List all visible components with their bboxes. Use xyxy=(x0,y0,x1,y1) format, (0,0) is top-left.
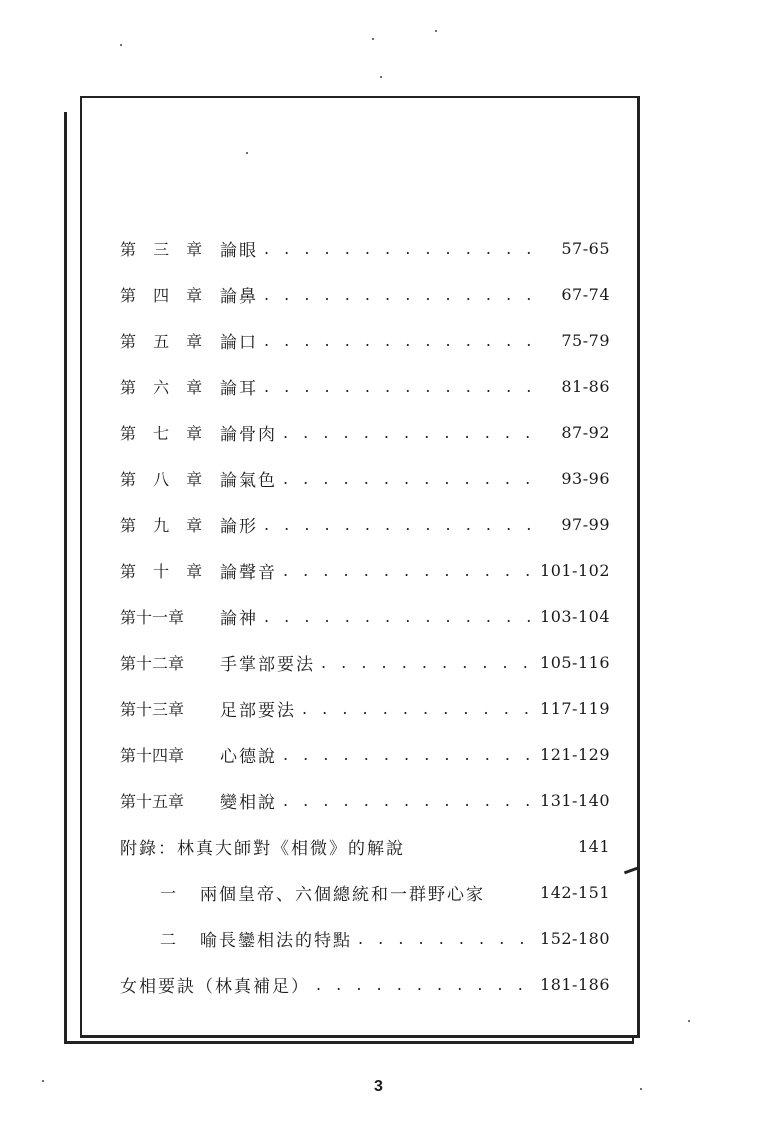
scan-speck xyxy=(42,1080,44,1082)
page-range: 101-102 xyxy=(540,560,610,580)
page-range: 97-99 xyxy=(561,514,610,534)
chapter-title: 論氣色 xyxy=(220,470,277,491)
toc-subitem-row[interactable] xyxy=(120,915,610,961)
toc-row[interactable] xyxy=(120,317,610,363)
page-range: 152-180 xyxy=(540,928,610,948)
page-range: 105-116 xyxy=(540,652,610,672)
chapter-label: 第 九 章 xyxy=(120,515,209,535)
dot-leader xyxy=(264,331,530,350)
scan-speck xyxy=(372,38,374,40)
page-range: 103-104 xyxy=(540,606,610,626)
toc-row[interactable] xyxy=(120,961,610,1007)
page-range: 67-74 xyxy=(561,284,610,304)
toc-row[interactable] xyxy=(120,731,610,777)
toc-row[interactable] xyxy=(120,455,610,501)
chapter-label: 第十二章 xyxy=(120,653,185,673)
dot-leader xyxy=(302,699,530,718)
chapter-title: 論口 xyxy=(220,332,258,353)
chapter-title: 論鼻 xyxy=(220,286,258,307)
toc-row[interactable] xyxy=(120,501,610,547)
page-range: 75-79 xyxy=(561,330,610,350)
dot-leader xyxy=(264,515,530,534)
page-range: 93-96 xyxy=(561,468,610,488)
subitem-marker: 二 xyxy=(160,929,183,949)
toc-row[interactable] xyxy=(120,685,610,731)
page-range: 131-140 xyxy=(540,790,610,810)
chapter-label: 第 四 章 xyxy=(120,285,209,305)
toc-row[interactable] xyxy=(120,225,610,271)
toc-row[interactable] xyxy=(120,409,610,455)
chapter-label: 第 五 章 xyxy=(120,331,209,351)
chapter-label: 第 三 章 xyxy=(120,239,209,259)
chapter-title: 論耳 xyxy=(220,378,258,399)
chapter-title: 論眼 xyxy=(220,240,258,261)
chapter-label: 第 十 章 xyxy=(120,561,209,581)
page-range: 142-151 xyxy=(540,882,610,902)
chapter-label: 第 六 章 xyxy=(120,377,209,397)
dot-leader xyxy=(264,377,530,396)
chapter-label: 第十一章 xyxy=(120,607,185,627)
chapter-title: 論形 xyxy=(220,516,258,537)
page-range: 117-119 xyxy=(540,698,610,718)
subitem-title: 兩個皇帝、六個總統和一群野心家 xyxy=(200,884,485,905)
scan-speck xyxy=(380,76,382,78)
chapter-label: 第十三章 xyxy=(120,699,185,719)
chapter-label: 第十四章 xyxy=(120,745,185,765)
chapter-title: 足部要法 xyxy=(220,700,296,721)
scan-speck xyxy=(120,44,122,46)
toc-row[interactable] xyxy=(120,777,610,823)
toc-row[interactable] xyxy=(120,271,610,317)
toc-row[interactable] xyxy=(120,639,610,685)
table-of-contents xyxy=(120,225,610,1007)
scan-speck xyxy=(435,30,437,32)
dot-leader xyxy=(321,653,530,672)
page-number: 3 xyxy=(374,1078,383,1095)
page-range: 181-186 xyxy=(540,974,610,994)
scan-speck xyxy=(246,152,248,154)
chapter-label: 第十五章 xyxy=(120,791,185,811)
dot-leader xyxy=(264,607,530,626)
page-range: 81-86 xyxy=(561,376,610,396)
dot-leader xyxy=(283,791,530,810)
chapter-label: 第 八 章 xyxy=(120,469,209,489)
scan-speck xyxy=(688,1020,690,1022)
subitem-marker: 一 xyxy=(160,883,183,903)
toc-row[interactable] xyxy=(120,593,610,639)
dot-leader xyxy=(283,423,530,442)
scan-speck xyxy=(640,1088,642,1090)
toc-row[interactable] xyxy=(120,363,610,409)
chapter-title: 變相說 xyxy=(220,792,277,813)
page-range: 57-65 xyxy=(561,238,610,258)
chapter-title: 論神 xyxy=(220,608,258,629)
dot-leader xyxy=(358,929,530,948)
chapter-title: 論骨肉 xyxy=(220,424,277,445)
chapter-title: 心德說 xyxy=(220,746,277,767)
page-range: 87-92 xyxy=(561,422,610,442)
page-range: 141 xyxy=(577,836,610,856)
subitem-title: 喻長鑾相法的特點 xyxy=(200,930,352,951)
dot-leader xyxy=(283,745,530,764)
chapter-title: 論聲音 xyxy=(220,562,277,583)
page-range: 121-129 xyxy=(540,744,610,764)
dot-leader xyxy=(264,239,530,258)
chapter-title: 手掌部要法 xyxy=(220,654,315,675)
chapter-label: 第 七 章 xyxy=(120,423,209,443)
dot-leader xyxy=(264,285,530,304)
final-title: 女相要訣（林真補足） xyxy=(120,976,310,997)
dot-leader xyxy=(283,561,530,580)
dot-leader xyxy=(283,469,530,488)
toc-appendix-row[interactable] xyxy=(120,823,610,869)
appendix-title: 附錄：林真大師對《相微》的解說 xyxy=(120,838,405,859)
dot-leader xyxy=(316,975,530,994)
toc-row[interactable] xyxy=(120,547,610,593)
toc-subitem-row[interactable] xyxy=(120,869,610,915)
